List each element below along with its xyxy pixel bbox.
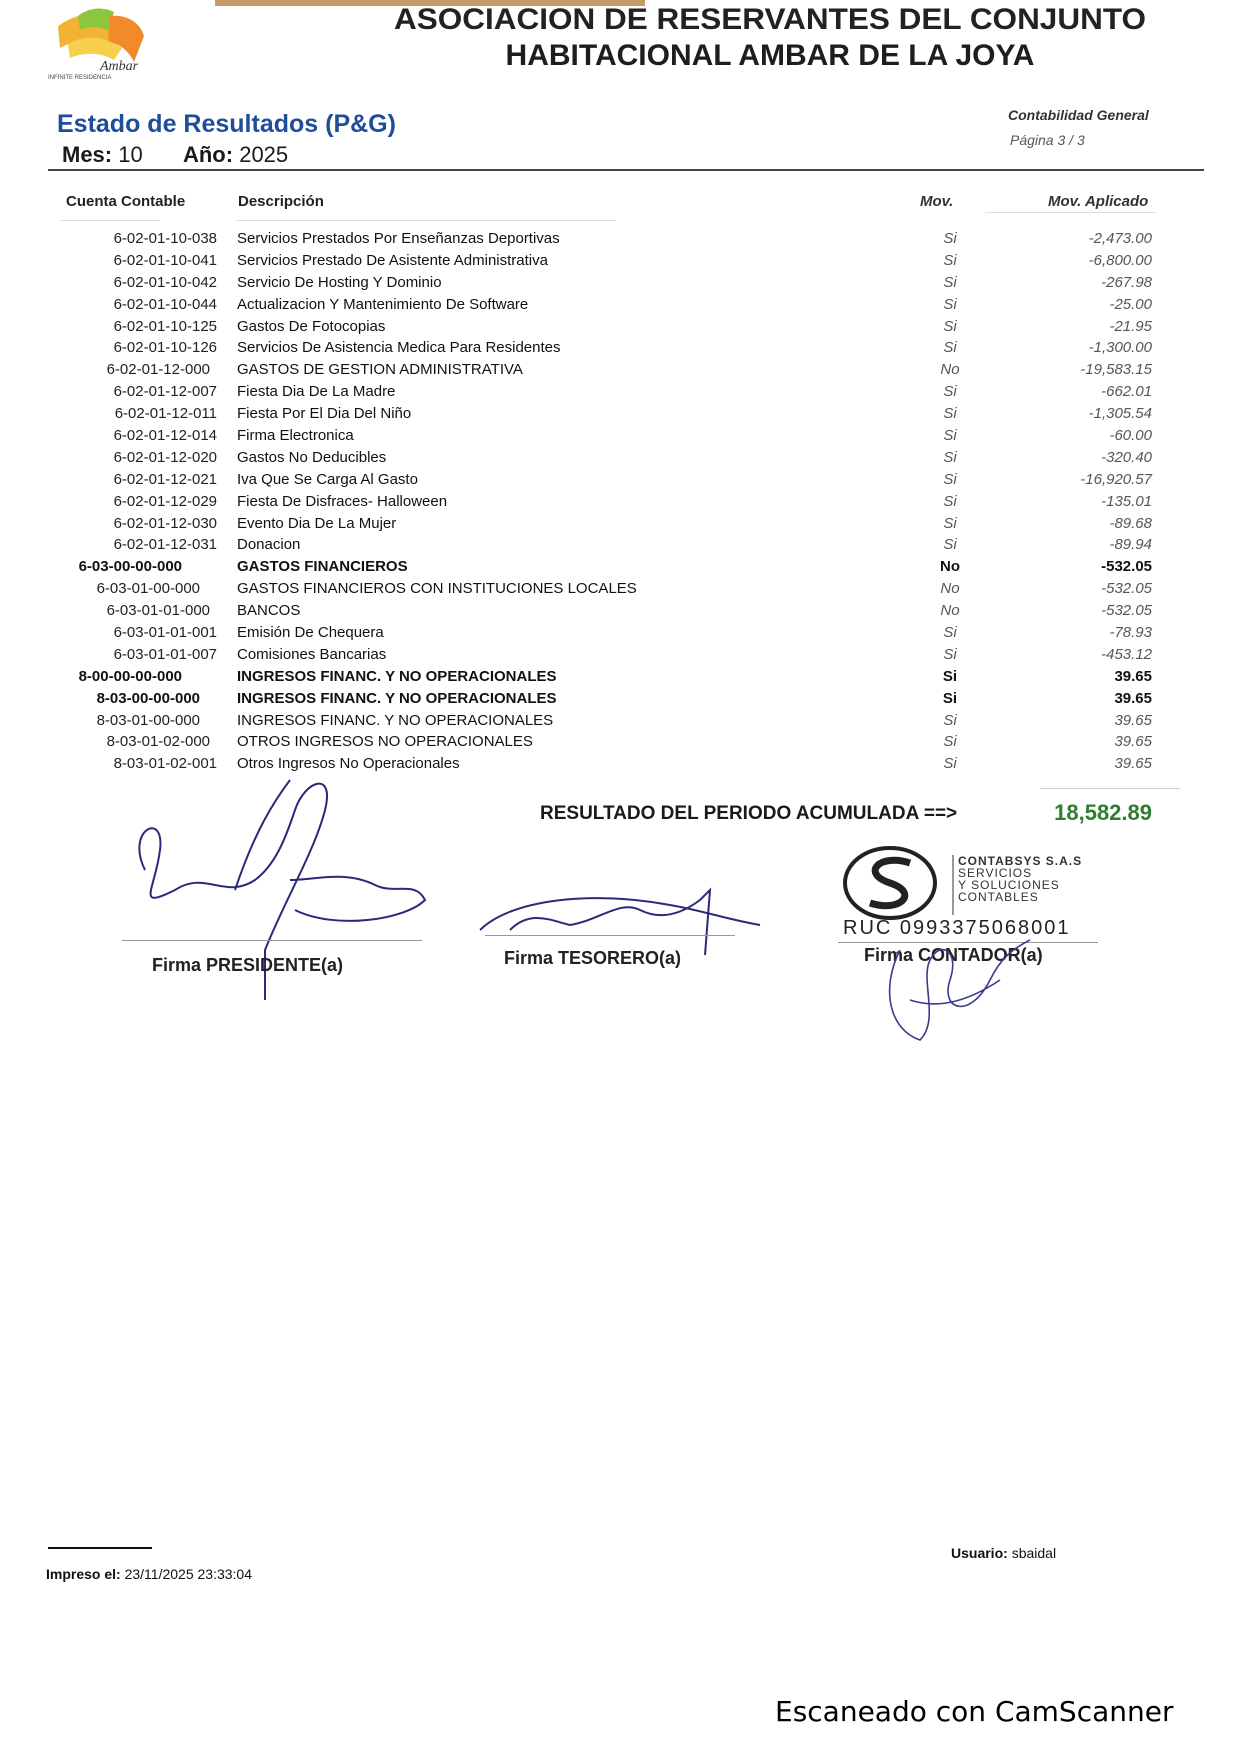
applied-amount: -21.95 [1109, 317, 1152, 335]
table-row [0, 690, 1240, 712]
movement-flag: Si [943, 536, 957, 554]
account-code: 6-02-01-12-031 [113, 536, 217, 554]
applied-amount: 39.65 [1114, 733, 1152, 751]
applied-amount: -267.98 [1101, 273, 1152, 291]
account-description: Fiesta Por El Dia Del Niño [237, 405, 412, 423]
user-label: Usuario: [951, 1545, 1008, 1561]
account-code: 8-00-00-00-000 [78, 667, 182, 685]
president-signature-label: Firma PRESIDENTE(a) [152, 955, 344, 975]
table-row [0, 339, 1240, 361]
applied-amount: -453.12 [1101, 645, 1152, 663]
table-row [0, 602, 1240, 624]
report-title: Estado de Resultados (P&G) [57, 110, 396, 138]
organization-title [360, 2, 1180, 74]
account-description: GASTOS FINANCIEROS CON INSTITUCIONES LOCALES [237, 580, 637, 598]
column-header-mov: Mov. [920, 193, 954, 210]
movement-flag: Si [943, 273, 957, 291]
account-description: OTROS INGRESOS NO OPERACIONALES [237, 733, 533, 751]
treasurer-signature-line [485, 935, 735, 936]
movement-flag: Si [943, 339, 957, 357]
account-code: 6-02-01-10-042 [113, 273, 217, 291]
account-description: Fiesta Dia De La Madre [237, 383, 396, 401]
movement-flag: Si [943, 427, 957, 445]
table-row [0, 274, 1240, 296]
movement-flag: Si [942, 667, 958, 685]
applied-amount: -25.00 [1109, 295, 1152, 313]
account-code: 6-02-01-12-029 [113, 492, 217, 510]
account-code: 8-03-01-02-001 [113, 755, 217, 773]
movement-flag: Si [943, 755, 957, 773]
account-code: 8-03-01-02-000 [106, 733, 210, 751]
movement-flag: No [940, 580, 960, 598]
applied-amount: -19,583.15 [1080, 361, 1152, 379]
month-value: 10 [118, 142, 143, 167]
account-code: 6-02-01-12-014 [113, 427, 217, 445]
year-value: 2025 [239, 142, 289, 167]
account-description: Evento Dia De La Mujer [237, 514, 397, 532]
account-description: Iva Que Se Carga Al Gasto [237, 470, 418, 488]
movement-flag: Si [943, 448, 957, 466]
stamp-line: SERVICIOS [958, 866, 1033, 880]
account-code: 6-02-01-12-011 [114, 405, 217, 423]
applied-amount: -60.00 [1109, 427, 1152, 445]
table-row [0, 515, 1240, 537]
footer-divider [48, 1547, 152, 1549]
movement-flag: Si [943, 492, 957, 510]
page-number: Página 3 / 3 [1010, 132, 1085, 148]
table-row [0, 712, 1240, 734]
header-divider [48, 169, 1204, 171]
printed-label: Impreso el: [46, 1566, 121, 1582]
applied-amount: -532.05 [1101, 602, 1152, 620]
account-description: Servicios Prestado De Asistente Administrativa [237, 251, 548, 269]
module-name: Contabilidad General [1008, 107, 1149, 123]
account-code: 6-02-01-10-044 [113, 295, 217, 313]
applied-amount: -16,920.57 [1080, 470, 1152, 488]
table-row [0, 493, 1240, 515]
account-description: Actualizacion Y Mantenimiento De Software [237, 295, 529, 313]
account-description: INGRESOS FINANC. Y NO OPERACIONALES [237, 667, 557, 685]
applied-amount: -532.05 [1101, 580, 1152, 598]
result-divider [1040, 788, 1180, 789]
movement-flag: Si [943, 733, 957, 751]
applied-amount: -6,800.00 [1088, 251, 1152, 269]
account-code: 6-02-01-10-038 [113, 230, 217, 247]
account-description: Servicios Prestados Por Enseñanzas Deportivas [237, 230, 560, 247]
account-description: Firma Electronica [237, 427, 354, 445]
movement-flag: Si [943, 405, 957, 423]
account-code: 6-02-01-12-020 [113, 448, 217, 466]
table-row [0, 471, 1240, 493]
table-row [0, 318, 1240, 340]
user-info [951, 1545, 1056, 1561]
movement-flag: No [940, 361, 960, 379]
table-row [0, 449, 1240, 471]
movement-flag: Si [942, 689, 958, 707]
accountant-signature-label: Firma CONTADOR(a) [864, 945, 1043, 965]
account-code: 6-02-01-12-000 [106, 361, 210, 379]
user-value: sbaidal [1011, 1545, 1057, 1561]
applied-amount: -320.40 [1101, 448, 1152, 466]
movement-flag: Si [943, 251, 957, 269]
movement-flag: Si [943, 470, 957, 488]
account-description: Servicios De Asistencia Medica Para Residentes [237, 339, 561, 357]
table-row [0, 361, 1240, 383]
movement-flag: Si [943, 711, 957, 729]
movement-flag: No [940, 602, 960, 620]
applied-amount: -1,305.54 [1088, 405, 1152, 423]
column-underline [60, 220, 160, 221]
table-row [0, 230, 1240, 252]
table-row [0, 668, 1240, 690]
applied-amount: -78.93 [1109, 624, 1152, 642]
applied-amount: -662.01 [1101, 383, 1152, 401]
account-code: 8-03-01-00-000 [96, 711, 200, 729]
table-row [0, 427, 1240, 449]
result-value: 18,582.89 [1054, 800, 1152, 825]
account-description: Donacion [237, 536, 301, 554]
account-code: 6-02-01-12-007 [113, 383, 217, 401]
stamp-ruc: RUC 0993375068001 [843, 917, 1071, 939]
applied-amount: -89.94 [1109, 536, 1152, 554]
account-code: 6-02-01-10-041 [113, 251, 217, 269]
table-row [0, 646, 1240, 668]
column-underline [985, 212, 1155, 213]
accounts-table [0, 230, 1240, 777]
account-description: BANCOS [237, 602, 301, 620]
movement-flag: Si [943, 383, 957, 401]
table-row [0, 405, 1240, 427]
column-header-descripcion: Descripción [238, 193, 324, 210]
organization-title-line1: ASOCIACION DE RESERVANTES DEL CONJUNTO [393, 3, 1147, 36]
movement-flag: Si [943, 295, 957, 313]
stamp-company: CONTABSYS S.A.S [958, 854, 1083, 868]
account-description: INGRESOS FINANC. Y NO OPERACIONALES [237, 689, 557, 707]
account-description: Otros Ingresos No Operacionales [237, 755, 460, 773]
report-period [62, 142, 288, 168]
ambar-logo [48, 4, 168, 84]
account-code: 6-03-01-00-000 [96, 580, 200, 598]
account-description: Servicio De Hosting Y Dominio [237, 273, 442, 291]
month-label: Mes: [62, 142, 113, 167]
account-code: 6-03-01-01-007 [113, 645, 217, 663]
table-row [0, 624, 1240, 646]
applied-amount: -532.05 [1101, 558, 1152, 576]
applied-amount: 39.65 [1114, 689, 1152, 707]
applied-amount: -135.01 [1101, 492, 1152, 510]
stamp-text [958, 855, 1082, 903]
table-row [0, 383, 1240, 405]
movement-flag: No [940, 558, 960, 576]
camscanner-watermark: Escaneado con CamScanner [775, 1695, 1174, 1728]
account-description: Gastos De Fotocopias [237, 317, 386, 335]
applied-amount: -89.68 [1109, 514, 1152, 532]
table-row [0, 558, 1240, 580]
movement-flag: Si [943, 645, 957, 663]
account-description: GASTOS FINANCIEROS [237, 558, 408, 576]
account-code: 6-02-01-12-021 [113, 470, 217, 488]
stamp-line: Y SOLUCIONES [958, 878, 1060, 892]
year-label: Año: [182, 142, 234, 167]
treasurer-signature-label: Firma TESORERO(a) [504, 948, 682, 968]
table-row [0, 733, 1240, 755]
column-underline [236, 220, 616, 221]
account-description: Comisiones Bancarias [237, 645, 387, 663]
accountant-signature-scribble [880, 920, 1040, 1060]
stamp-line: CONTABLES [958, 890, 1039, 904]
table-row [0, 296, 1240, 318]
movement-flag: Si [943, 317, 957, 335]
president-signature-line [122, 940, 422, 941]
account-description: Fiesta De Disfraces- Halloween [237, 492, 448, 510]
account-code: 6-02-01-10-125 [113, 317, 217, 335]
account-description: Emisión De Chequera [237, 624, 384, 642]
applied-amount: -1,300.00 [1088, 339, 1152, 357]
movement-flag: Si [943, 624, 957, 642]
account-code: 6-02-01-12-030 [113, 514, 217, 532]
applied-amount: -2,473.00 [1088, 230, 1152, 247]
printed-timestamp [46, 1566, 252, 1582]
account-code: 6-02-01-10-126 [113, 339, 217, 357]
account-code: 6-03-01-01-001 [113, 624, 217, 642]
movement-flag: Si [943, 230, 957, 247]
result-label: RESULTADO DEL PERIODO ACUMULADA ==> [540, 803, 958, 824]
printed-value: 23/11/2025 23:33:04 [124, 1566, 253, 1582]
account-description: INGRESOS FINANC. Y NO OPERACIONALES [237, 711, 554, 729]
account-description: Gastos No Deducibles [237, 448, 387, 466]
column-header-mov-aplicado: Mov. Aplicado [1048, 193, 1149, 210]
account-code: 6-03-00-00-000 [78, 558, 182, 576]
movement-flag: Si [943, 514, 957, 532]
applied-amount: 39.65 [1114, 755, 1152, 773]
logo-subtext: INFINITE RESIDENCIA [48, 75, 112, 81]
table-row [0, 580, 1240, 602]
logo-text: Ambar [100, 59, 139, 74]
applied-amount: 39.65 [1114, 667, 1152, 685]
account-description: GASTOS DE GESTION ADMINISTRATIVA [237, 361, 523, 379]
column-header-cuenta: Cuenta Contable [66, 193, 186, 210]
account-code: 8-03-00-00-000 [96, 689, 200, 707]
organization-title-line2: HABITACIONAL AMBAR DE LA JOYA [505, 39, 1035, 72]
applied-amount: 39.65 [1114, 711, 1152, 729]
account-code: 6-03-01-01-000 [106, 602, 210, 620]
table-row [0, 252, 1240, 274]
table-row [0, 536, 1240, 558]
